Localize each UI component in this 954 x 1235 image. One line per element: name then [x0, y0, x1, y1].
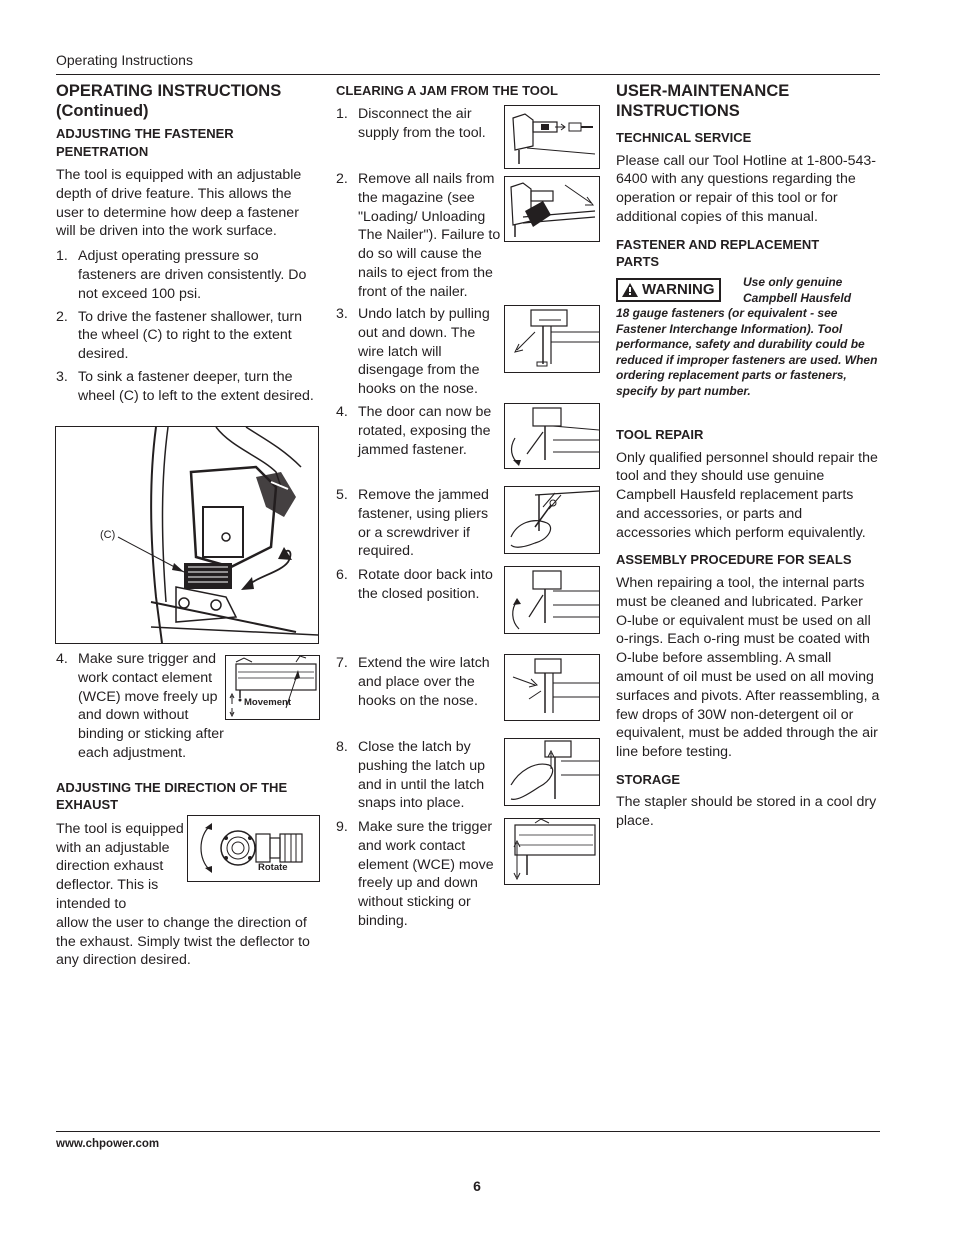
list-item: 3. To sink a fastener deeper, turn the wheel (C) to left to the extent desired. — [56, 368, 314, 404]
jam-step-9: 9. Make sure the trigger and work contact element (WCE) move freely up and down without sticking or binding. — [336, 819, 494, 929]
remove-nails-figure — [504, 176, 600, 242]
rotate-door-figure — [504, 403, 600, 469]
paragraph: Only qualified personnel should repair the tool and they should use genuine Campbell Hausfeld replacement parts and accessories, or parts and accessories which perform equivalently. — [616, 449, 878, 541]
movement-label: Movement — [244, 697, 291, 708]
rotate-label: Rotate — [258, 862, 288, 873]
jam-step-2: 2. Remove all nails from the magazine (see "Loading/ Unloading The Nailer"). Failure to do so will cause the nails to eject from the front of the nailer. — [336, 171, 501, 300]
depth-wheel-figure — [55, 426, 319, 644]
close-latch-figure — [504, 738, 600, 806]
exhaust-rotate-figure — [187, 815, 320, 882]
paragraph: The tool is equipped with an adjustable depth of drive feature. This allows the user to determine how deep a fastener will be driven into the work surface. — [56, 167, 302, 240]
jam-step-3: 3. Undo latch by pulling out and down. The wire latch will disengage from the hooks on the nose. — [336, 306, 490, 398]
list-item: 2. To drive the fastener shallower, turn the wheel (C) to right to the extent desired. — [56, 308, 302, 363]
check-trigger-figure — [504, 818, 600, 885]
subsection-title: ADJUSTING THE FASTENER PENETRATION — [56, 126, 234, 159]
subsection-title: TOOL REPAIR — [616, 427, 704, 442]
warning-lead-text: Use only genuine Campbell Hausfeld — [743, 275, 852, 305]
paragraph: allow the user to change the direction of the exhaust. Simply twist the deflector to any direction desired. — [56, 914, 310, 969]
page-number: 6 — [473, 1178, 481, 1194]
subsection-title: STORAGE — [616, 771, 681, 787]
jam-step-4: 4. The door can now be rotated, exposing the jammed fastener. — [336, 404, 492, 458]
section-heading: OPERATING INSTRUCTIONS (Continued) — [56, 82, 282, 120]
wce-movement-figure — [225, 655, 320, 720]
undo-latch-figure — [504, 305, 600, 373]
jam-step-8: 8. Close the latch by pushing the latch up and in until the latch snaps into place. — [336, 739, 485, 812]
subsection-title: TECHNICAL SERVICE — [616, 130, 752, 145]
remove-fastener-figure — [504, 486, 600, 554]
warning-triangle-icon — [622, 283, 638, 297]
list-item: 1. Adjust operating pressure so fasteners are driven consistently. Do not exceed 100 psi. — [56, 248, 307, 302]
right-column-lower — [616, 426, 880, 831]
jam-step-6: 6. Rotate door back into the closed position. — [336, 567, 493, 602]
running-header: Operating Instructions — [56, 52, 193, 68]
footer-rule — [56, 1131, 880, 1132]
jam-step-7: 7. Extend the wire latch and place over the hooks on the nose. — [336, 655, 490, 709]
warning-body-text: 18 gauge fasteners (or equivalent - see Fastener Interchange Information). Tool performance, safety and durability could be reduced if improper fasteners are used. When ordering replacement parts or fasteners, specify by part number. — [616, 306, 878, 398]
warning-badge — [616, 278, 721, 302]
section-heading: USER-MAINTENANCE INSTRUCTIONS — [616, 82, 790, 120]
left-column — [56, 82, 318, 406]
right-column — [616, 82, 880, 271]
subsection-title: ADJUSTING THE DIRECTION OF THE EXHAUST — [56, 779, 288, 813]
callout-c-label: (C) — [100, 529, 116, 541]
warning-label: WARNING — [642, 281, 715, 298]
jam-step-1: 1. Disconnect the air supply from the tool. — [336, 106, 486, 141]
paragraph: Please call our Tool Hotline at 1-800-543-6400 with any questions regarding the operation or repair of this tool or for additional copies of this manual. — [616, 152, 876, 225]
subsection-title: CLEARING A JAM FROM THE TOOL — [336, 83, 558, 98]
paragraph: The stapler should be stored in a cool dry place. — [616, 794, 877, 830]
subsection-title: FASTENER AND REPLACEMENT PARTS — [616, 236, 820, 270]
header-rule — [56, 74, 880, 75]
paragraph: When repairing a tool, the internal parts must be cleaned and lubricated. Parker O-lube or equivalent must be used on all o-rings. Each o-ring must be coated with O-lube before assembling. A small amount of oil must be used on all moving surfaces and pivots. After reassembling, a few drops of 30W non-detergent oil or equivalent, must be added through the air line before testing. — [616, 574, 880, 761]
list-item: 4. Make sure trigger and work contact element (WCE) move freely up and down without binding or sticking after each adjustment. — [56, 651, 224, 761]
close-door-figure — [504, 566, 600, 634]
paragraph: The tool is equipped with an adjustable direction exhaust deflector. This is intended to — [56, 820, 184, 912]
nailer-nose-illustration — [56, 427, 318, 643]
jam-step-5: 5. Remove the jammed fastener, using pliers or a screwdriver if required. — [336, 487, 489, 560]
subsection-title: ASSEMBLY PROCEDURE FOR SEALS — [616, 552, 852, 568]
movement-illustration — [226, 656, 319, 719]
website-url: www.chpower.com — [56, 1138, 160, 1150]
disconnect-air-figure — [504, 105, 600, 169]
exhaust-illustration — [188, 816, 319, 881]
extend-latch-figure — [504, 654, 600, 721]
